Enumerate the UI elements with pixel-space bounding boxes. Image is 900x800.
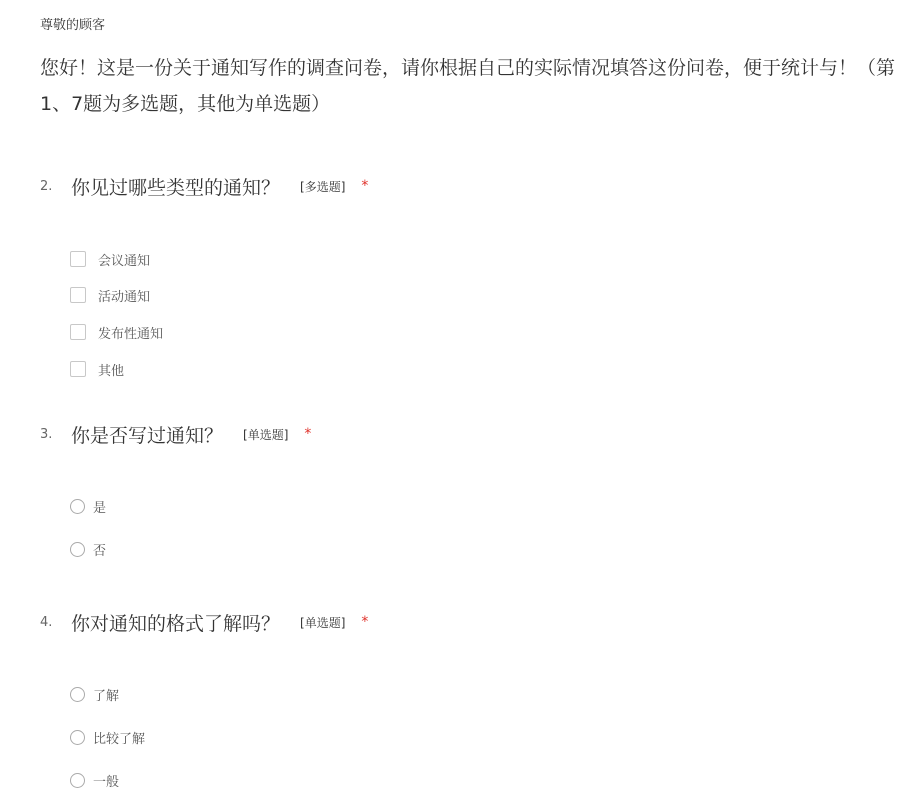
question-number: 2. xyxy=(40,178,53,194)
question-number: 4. xyxy=(40,614,53,630)
radio-button[interactable] xyxy=(70,499,85,514)
greeting-text: 尊敬的顾客 xyxy=(40,18,106,33)
option-label: 比较了解 xyxy=(93,731,146,747)
question-type-badge: [单选题] xyxy=(300,615,346,630)
question-2 xyxy=(40,171,368,201)
question-3 xyxy=(40,419,311,449)
checkbox[interactable] xyxy=(70,287,86,303)
checkbox[interactable] xyxy=(70,361,86,377)
radio-option[interactable] xyxy=(70,727,145,747)
question-4 xyxy=(40,607,368,637)
question-type-badge: [单选题] xyxy=(243,427,289,442)
question-number: 3. xyxy=(40,426,53,442)
radio-option[interactable] xyxy=(70,770,119,790)
option-label: 否 xyxy=(93,543,107,559)
checkbox-option[interactable] xyxy=(70,322,163,342)
question-type-badge: [多选题] xyxy=(300,179,346,194)
checkbox-option[interactable] xyxy=(70,285,150,305)
checkbox[interactable] xyxy=(70,251,86,267)
radio-button[interactable] xyxy=(70,773,85,788)
radio-option[interactable] xyxy=(70,539,106,559)
question-text: 你见过哪些类型的通知？ xyxy=(71,176,281,199)
radio-option[interactable] xyxy=(70,684,119,704)
required-mark: * xyxy=(304,426,312,442)
option-label: 一般 xyxy=(93,774,120,790)
radio-button[interactable] xyxy=(70,730,85,745)
required-mark: * xyxy=(361,614,369,630)
option-label: 了解 xyxy=(93,688,120,704)
radio-button[interactable] xyxy=(70,542,85,557)
checkbox-option[interactable] xyxy=(70,359,124,379)
option-label: 其他 xyxy=(98,363,125,379)
checkbox[interactable] xyxy=(70,324,86,340)
option-label: 会议通知 xyxy=(98,253,151,269)
question-text: 你是否写过通知？ xyxy=(71,424,224,447)
option-label: 发布性通知 xyxy=(98,326,164,342)
required-mark: * xyxy=(361,178,369,194)
survey-intro: 您好！这是一份关于通知写作的调查问卷，请你根据自己的实际情况填答这份问卷，便于统计与！（第1、7题为多选题，其他为单选题） xyxy=(40,57,896,115)
radio-option[interactable] xyxy=(70,496,106,516)
checkbox-option[interactable] xyxy=(70,249,150,269)
option-label: 活动通知 xyxy=(98,289,151,305)
option-label: 是 xyxy=(93,500,107,516)
radio-button[interactable] xyxy=(70,687,85,702)
question-text: 你对通知的格式了解吗？ xyxy=(71,612,281,635)
